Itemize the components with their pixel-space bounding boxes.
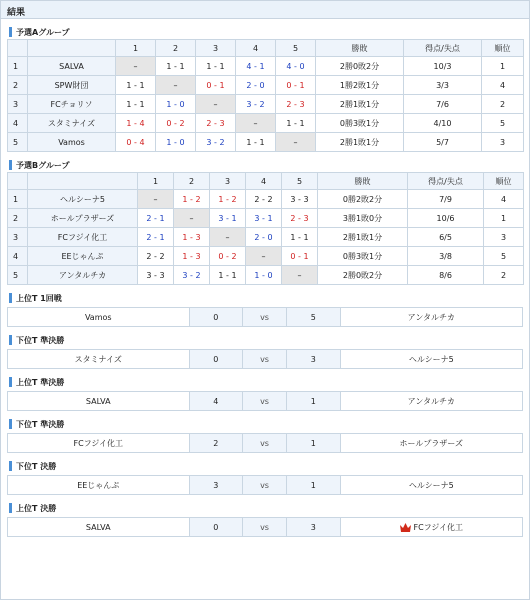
table-row — [8, 76, 524, 95]
group-b-title: 予選Bグループ — [16, 160, 70, 170]
score-cell: 4 - 1 — [236, 57, 276, 76]
away-score: 5 — [287, 308, 341, 326]
score-cell: – — [246, 247, 282, 266]
score-cell: 1 - 3 — [174, 247, 210, 266]
match-header — [7, 375, 523, 389]
crown-icon — [400, 523, 411, 532]
match-title: 下位T 決勝 — [16, 461, 57, 471]
score-cell: 2 - 3 — [276, 95, 316, 114]
match-title: 下位T 準決勝 — [16, 419, 65, 429]
away-team-name: FCフジイ化工 — [413, 522, 463, 532]
points-cell: 7/9 — [408, 190, 484, 209]
score-cell: 1 - 1 — [236, 133, 276, 152]
score-cell: 3 - 2 — [174, 266, 210, 285]
vs-label: vs — [243, 308, 287, 326]
match-header — [7, 417, 523, 431]
away-team — [341, 518, 522, 536]
table-row — [8, 247, 524, 266]
knockout-section — [7, 291, 523, 537]
score-cell: 0 - 1 — [276, 76, 316, 95]
header-cell: 5 — [282, 173, 318, 190]
header-cell: 3 — [196, 40, 236, 57]
score-cell: – — [276, 133, 316, 152]
home-team — [8, 308, 190, 326]
team-name: ホールプラザーズ — [28, 209, 138, 228]
points-cell: 3/8 — [408, 247, 484, 266]
match-title: 上位T 1回戦 — [16, 293, 62, 303]
record-cell: 2勝1敗1分 — [318, 228, 408, 247]
team-name: SPW財団 — [28, 76, 116, 95]
section-marker — [9, 293, 12, 303]
home-team — [8, 350, 190, 368]
away-team-name: ヘルシーナ5 — [408, 480, 454, 490]
section-marker — [9, 335, 12, 345]
away-score: 1 — [287, 476, 341, 494]
score-cell: 3 - 1 — [246, 209, 282, 228]
home-team — [8, 434, 190, 452]
score-cell: 2 - 0 — [236, 76, 276, 95]
section-marker — [9, 27, 12, 37]
record-cell: 2勝0敗2分 — [316, 57, 404, 76]
score-cell: 1 - 4 — [116, 114, 156, 133]
points-cell: 7/6 — [404, 95, 482, 114]
home-team-name: Vamos — [84, 312, 112, 322]
home-team-name: EEじゃんぷ — [77, 480, 120, 490]
score-cell: 1 - 1 — [116, 95, 156, 114]
match-row — [7, 349, 523, 369]
table-row — [8, 190, 524, 209]
table-row — [8, 209, 524, 228]
team-name: SALVA — [28, 57, 116, 76]
score-cell: – — [196, 95, 236, 114]
match-row — [7, 307, 523, 327]
points-cell: 8/6 — [408, 266, 484, 285]
away-team — [341, 434, 522, 452]
place-cell: 1 — [482, 57, 524, 76]
score-cell: 1 - 1 — [210, 266, 246, 285]
table-row — [8, 266, 524, 285]
rank-cell: 2 — [8, 209, 28, 228]
home-score: 4 — [190, 392, 244, 410]
header-cell — [28, 40, 116, 57]
header-cell: 5 — [276, 40, 316, 57]
header-cell: 3 — [210, 173, 246, 190]
away-score: 3 — [287, 350, 341, 368]
score-cell: 0 - 1 — [196, 76, 236, 95]
place-cell: 5 — [482, 114, 524, 133]
away-team-name: ヘルシーナ5 — [408, 354, 454, 364]
home-team — [8, 392, 190, 410]
group-b-section — [7, 158, 523, 285]
home-team-name: SALVA — [85, 522, 111, 532]
away-team-name: アンタルチカ — [407, 396, 455, 406]
score-cell: 0 - 2 — [156, 114, 196, 133]
team-name: ヘルシーナ5 — [28, 190, 138, 209]
match-row — [7, 433, 523, 453]
rank-cell: 1 — [8, 57, 28, 76]
group-b-table — [7, 172, 524, 285]
section-marker — [9, 419, 12, 429]
score-cell: 4 - 0 — [276, 57, 316, 76]
score-cell: 1 - 0 — [156, 133, 196, 152]
rank-cell: 3 — [8, 95, 28, 114]
header-cell — [8, 40, 28, 57]
match-header — [7, 291, 523, 305]
away-team-name: アンタルチカ — [407, 312, 455, 322]
team-name: FCフジイ化工 — [28, 228, 138, 247]
home-score: 2 — [190, 434, 244, 452]
team-name: Vamos — [28, 133, 116, 152]
score-cell: 3 - 2 — [236, 95, 276, 114]
points-cell: 6/5 — [408, 228, 484, 247]
home-team-name: スタミナイズ — [74, 354, 122, 364]
home-score: 0 — [190, 350, 244, 368]
score-cell: – — [282, 266, 318, 285]
score-cell: 3 - 1 — [210, 209, 246, 228]
score-cell: 2 - 1 — [138, 209, 174, 228]
record-cell: 1勝2敗1分 — [316, 76, 404, 95]
record-cell: 0勝3敗1分 — [316, 114, 404, 133]
group-b-header — [7, 158, 523, 172]
header-cell: 4 — [236, 40, 276, 57]
header-cell: 順位 — [482, 40, 524, 57]
away-score: 1 — [287, 434, 341, 452]
score-cell: 1 - 3 — [174, 228, 210, 247]
record-cell: 0勝3敗1分 — [318, 247, 408, 266]
score-cell: 1 - 1 — [282, 228, 318, 247]
rank-cell: 2 — [8, 76, 28, 95]
place-cell: 5 — [484, 247, 524, 266]
points-cell: 10/3 — [404, 57, 482, 76]
home-team — [8, 518, 190, 536]
vs-label: vs — [243, 518, 287, 536]
record-cell: 0勝2敗2分 — [318, 190, 408, 209]
place-cell: 4 — [482, 76, 524, 95]
section-marker — [9, 160, 12, 170]
group-a-header — [7, 25, 523, 39]
score-cell: – — [156, 76, 196, 95]
header-cell — [28, 173, 138, 190]
away-score: 1 — [287, 392, 341, 410]
rank-cell: 5 — [8, 266, 28, 285]
score-cell: 3 - 3 — [282, 190, 318, 209]
score-cell: 2 - 0 — [246, 228, 282, 247]
place-cell: 3 — [482, 133, 524, 152]
score-cell: 1 - 2 — [210, 190, 246, 209]
score-cell: 1 - 1 — [116, 76, 156, 95]
place-cell: 1 — [484, 209, 524, 228]
home-score: 3 — [190, 476, 244, 494]
points-cell: 10/6 — [408, 209, 484, 228]
away-team — [341, 308, 522, 326]
group-a-section — [7, 25, 523, 152]
away-score: 3 — [287, 518, 341, 536]
record-cell: 2勝1敗1分 — [316, 95, 404, 114]
score-cell: 1 - 1 — [196, 57, 236, 76]
points-cell: 5/7 — [404, 133, 482, 152]
header-cell: 勝敗 — [316, 40, 404, 57]
score-cell: 0 - 4 — [116, 133, 156, 152]
away-team-name: ホールプラザーズ — [399, 438, 463, 448]
match-title: 上位T 決勝 — [16, 503, 57, 513]
score-cell: 1 - 0 — [156, 95, 196, 114]
place-cell: 2 — [484, 266, 524, 285]
match-row — [7, 475, 523, 495]
away-team — [341, 476, 522, 494]
home-team — [8, 476, 190, 494]
score-cell: 0 - 1 — [282, 247, 318, 266]
rank-cell: 4 — [8, 247, 28, 266]
vs-label: vs — [243, 476, 287, 494]
place-cell: 2 — [482, 95, 524, 114]
rank-cell: 4 — [8, 114, 28, 133]
home-score: 0 — [190, 308, 244, 326]
score-cell: – — [236, 114, 276, 133]
score-cell: 2 - 1 — [138, 228, 174, 247]
header-cell: 1 — [138, 173, 174, 190]
match-title: 上位T 準決勝 — [16, 377, 65, 387]
away-team — [341, 350, 522, 368]
group-a-title: 予選Aグループ — [16, 27, 70, 37]
header-cell — [8, 173, 28, 190]
score-cell: 0 - 2 — [210, 247, 246, 266]
home-score: 0 — [190, 518, 244, 536]
score-cell: 3 - 2 — [196, 133, 236, 152]
section-marker — [9, 503, 12, 513]
vs-label: vs — [243, 350, 287, 368]
section-marker — [9, 461, 12, 471]
match-header — [7, 333, 523, 347]
header-cell: 2 — [174, 173, 210, 190]
match-title: 下位T 準決勝 — [16, 335, 65, 345]
score-cell: – — [116, 57, 156, 76]
away-team — [341, 392, 522, 410]
team-name: FCチョリソ — [28, 95, 116, 114]
points-cell: 4/10 — [404, 114, 482, 133]
score-cell: 2 - 2 — [246, 190, 282, 209]
table-header-row — [8, 173, 524, 190]
vs-label: vs — [243, 434, 287, 452]
match-row — [7, 517, 523, 537]
table-row — [8, 57, 524, 76]
place-cell: 3 — [484, 228, 524, 247]
score-cell: – — [210, 228, 246, 247]
header-cell: 得点/失点 — [404, 40, 482, 57]
table-row — [8, 114, 524, 133]
table-row — [8, 95, 524, 114]
group-a-table — [7, 39, 524, 152]
score-cell: 2 - 3 — [196, 114, 236, 133]
home-team-name: FCフジイ化工 — [73, 438, 123, 448]
home-team-name: SALVA — [85, 396, 111, 406]
score-cell: – — [138, 190, 174, 209]
place-cell: 4 — [484, 190, 524, 209]
section-marker — [9, 377, 12, 387]
score-cell: 1 - 0 — [246, 266, 282, 285]
score-cell: 2 - 3 — [282, 209, 318, 228]
header-cell: 4 — [246, 173, 282, 190]
header-cell: 1 — [116, 40, 156, 57]
header-cell: 勝敗 — [318, 173, 408, 190]
team-name: スタミナイズ — [28, 114, 116, 133]
match-header — [7, 459, 523, 473]
match-header — [7, 501, 523, 515]
page-title: 結果 — [1, 1, 529, 19]
table-header-row — [8, 40, 524, 57]
score-cell: 1 - 1 — [276, 114, 316, 133]
points-cell: 3/3 — [404, 76, 482, 95]
header-cell: 2 — [156, 40, 196, 57]
score-cell: 1 - 1 — [156, 57, 196, 76]
vs-label: vs — [243, 392, 287, 410]
record-cell: 3勝1敗0分 — [318, 209, 408, 228]
header-cell: 得点/失点 — [408, 173, 484, 190]
score-cell: 1 - 2 — [174, 190, 210, 209]
table-row — [8, 133, 524, 152]
rank-cell: 1 — [8, 190, 28, 209]
match-row — [7, 391, 523, 411]
record-cell: 2勝0敗2分 — [318, 266, 408, 285]
rank-cell: 3 — [8, 228, 28, 247]
team-name: アンタルチカ — [28, 266, 138, 285]
team-name: EEじゃんぷ — [28, 247, 138, 266]
rank-cell: 5 — [8, 133, 28, 152]
score-cell: 3 - 3 — [138, 266, 174, 285]
record-cell: 2勝1敗1分 — [316, 133, 404, 152]
score-cell: – — [174, 209, 210, 228]
score-cell: 2 - 2 — [138, 247, 174, 266]
header-cell: 順位 — [484, 173, 524, 190]
table-row — [8, 228, 524, 247]
